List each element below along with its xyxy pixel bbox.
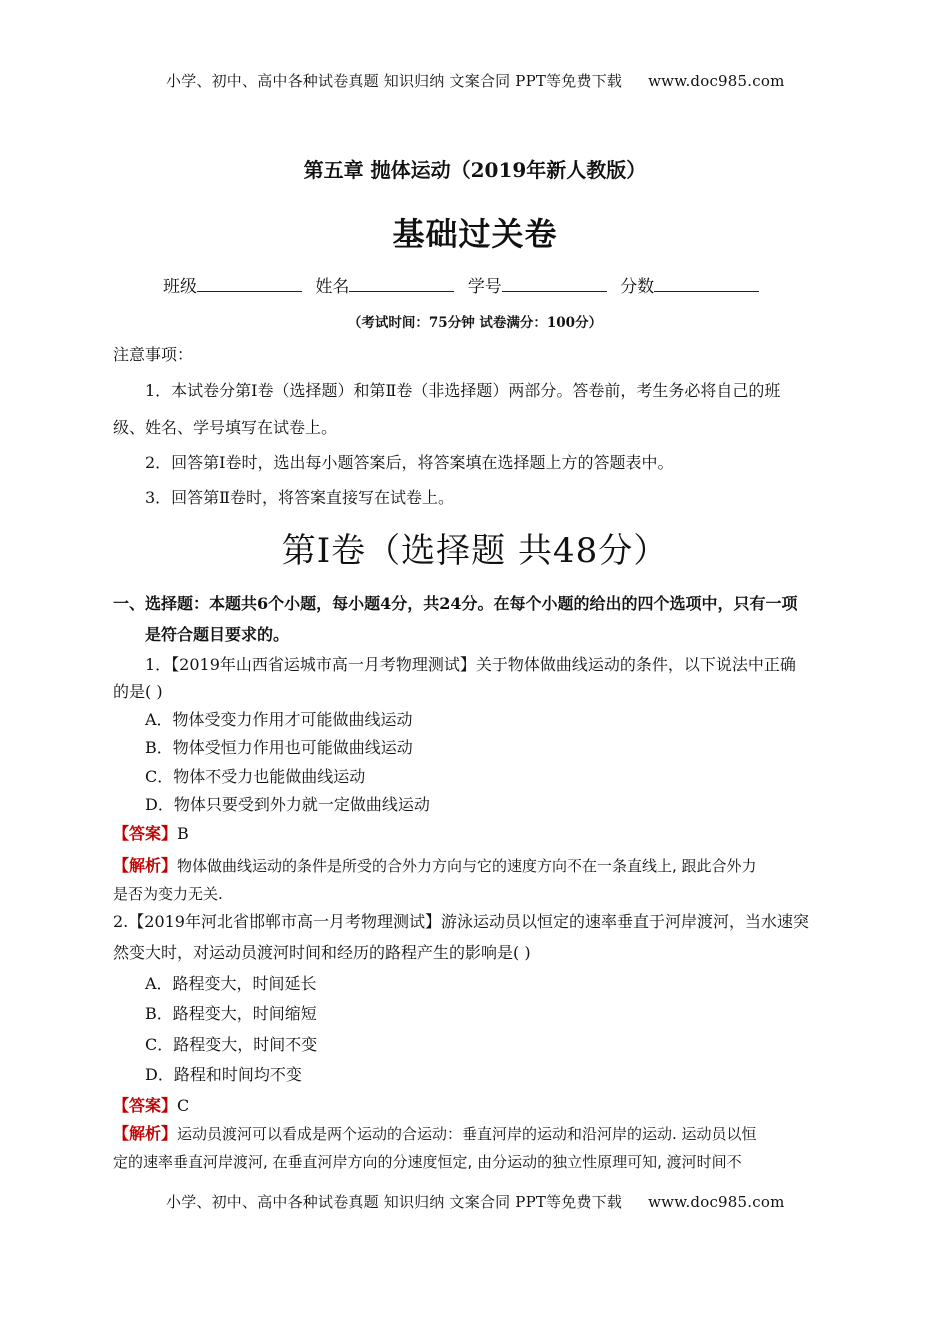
notice-item-1-cont: 级、姓名、学号填写在试卷上。 xyxy=(113,418,338,437)
blank-line[interactable] xyxy=(197,275,302,292)
part-instructions-cont: 是符合题目要求的。 xyxy=(145,625,290,644)
blank-line[interactable] xyxy=(502,275,607,292)
notice-item-3: 3．回答第Ⅱ卷时，将答案直接写在试卷上。 xyxy=(145,488,455,507)
analysis-text: 物体做曲线运动的条件是所受的合外力方向与它的速度方向不在一条直线上, 跟此合外力 xyxy=(177,857,757,875)
field-score[interactable]: 分数 xyxy=(620,272,759,297)
blank-line[interactable] xyxy=(654,275,759,292)
question-1-stem: 1．【2019年山西省运城市高一月考物理测试】关于物体做曲线运动的条件，以下说法中正确 xyxy=(145,655,796,674)
notice-item-2: 2．回答第Ⅰ卷时，选出每小题答案后，将答案填在选择题上方的答题表中。 xyxy=(145,453,674,472)
answer-value: B xyxy=(177,824,189,843)
question-2-stem: 2.【2019年河北省邯郸市高一月考物理测试】游泳运动员以恒定的速率垂直于河岸渡河，当水速突 xyxy=(113,912,809,931)
question-2-option-a: A．路程变大，时间延长 xyxy=(145,974,317,993)
question-2-analysis xyxy=(113,1124,757,1144)
footer-site[interactable]: www.doc985.com xyxy=(648,1193,785,1211)
question-2-option-d: D．路程和时间均不变 xyxy=(145,1065,302,1084)
header-site[interactable]: www.doc985.com xyxy=(648,72,785,90)
question-2-stem-cont: 然变大时，对运动员渡河时间和经历的路程产生的影响是( ) xyxy=(113,943,531,962)
page-header xyxy=(166,70,785,91)
student-info-fields xyxy=(163,272,767,297)
section-title: 第Ⅰ卷（选择题 共48分） xyxy=(281,531,669,571)
answer-tag: 【答案】 xyxy=(113,824,178,843)
part-instructions: 一、选择题：本题共6个小题，每小题4分，共24分。在每个小题的给出的四个选项中，只有一项 xyxy=(113,594,798,613)
answer-tag: 【答案】 xyxy=(113,1096,178,1115)
analysis-tag: 【解析】 xyxy=(113,856,178,875)
question-1-stem-cont: 的是( ) xyxy=(113,682,163,701)
question-1-answer xyxy=(113,824,189,844)
header-text: 小学、初中、高中各种试卷真题 知识归纳 文案合同 PPT等免费下载 xyxy=(166,72,623,90)
field-student-id[interactable]: 学号 xyxy=(468,272,607,297)
blank-line[interactable] xyxy=(349,275,454,292)
question-1-option-c: C．物体不受力也能做曲线运动 xyxy=(145,767,366,786)
exam-info: （考试时间：75分钟 试卷满分：100分） xyxy=(347,315,603,331)
question-1-option-a: A．物体受变力作用才可能做曲线运动 xyxy=(145,710,413,729)
footer-text: 小学、初中、高中各种试卷真题 知识归纳 文案合同 PPT等免费下载 xyxy=(166,1193,623,1211)
question-1-analysis xyxy=(113,856,757,876)
question-2-analysis-cont: 定的速率垂直河岸渡河, 在垂直河岸方向的分速度恒定, 由分运动的独立性原理可知, 渡河时间不 xyxy=(113,1153,742,1171)
answer-value: C xyxy=(177,1096,190,1115)
notice-item-1: 1．本试卷分第Ⅰ卷（选择题）和第Ⅱ卷（非选择题）两部分。答卷前，考生务必将自己的班 xyxy=(145,381,781,400)
chapter-title: 第五章 抛体运动（2019年新人教版） xyxy=(303,158,647,182)
field-class[interactable]: 班级 xyxy=(163,272,302,297)
analysis-tag: 【解析】 xyxy=(113,1124,178,1143)
field-name[interactable]: 姓名 xyxy=(315,272,454,297)
analysis-text: 运动员渡河可以看成是两个运动的合运动：垂直河岸的运动和沿河岸的运动. 运动员以恒 xyxy=(177,1125,757,1143)
question-2-answer xyxy=(113,1096,189,1116)
notice-label: 注意事项： xyxy=(113,345,194,364)
page-footer xyxy=(166,1191,785,1212)
question-1-option-b: B．物体受恒力作用也可能做曲线运动 xyxy=(145,738,413,757)
main-title: 基础过关卷 xyxy=(392,215,558,253)
question-1-analysis-cont: 是否为变力无关. xyxy=(113,885,223,903)
question-1-option-d: D．物体只要受到外力就一定做曲线运动 xyxy=(145,795,430,814)
question-2-option-b: B．路程变大，时间缩短 xyxy=(145,1004,317,1023)
question-2-option-c: C．路程变大，时间不变 xyxy=(145,1035,318,1054)
